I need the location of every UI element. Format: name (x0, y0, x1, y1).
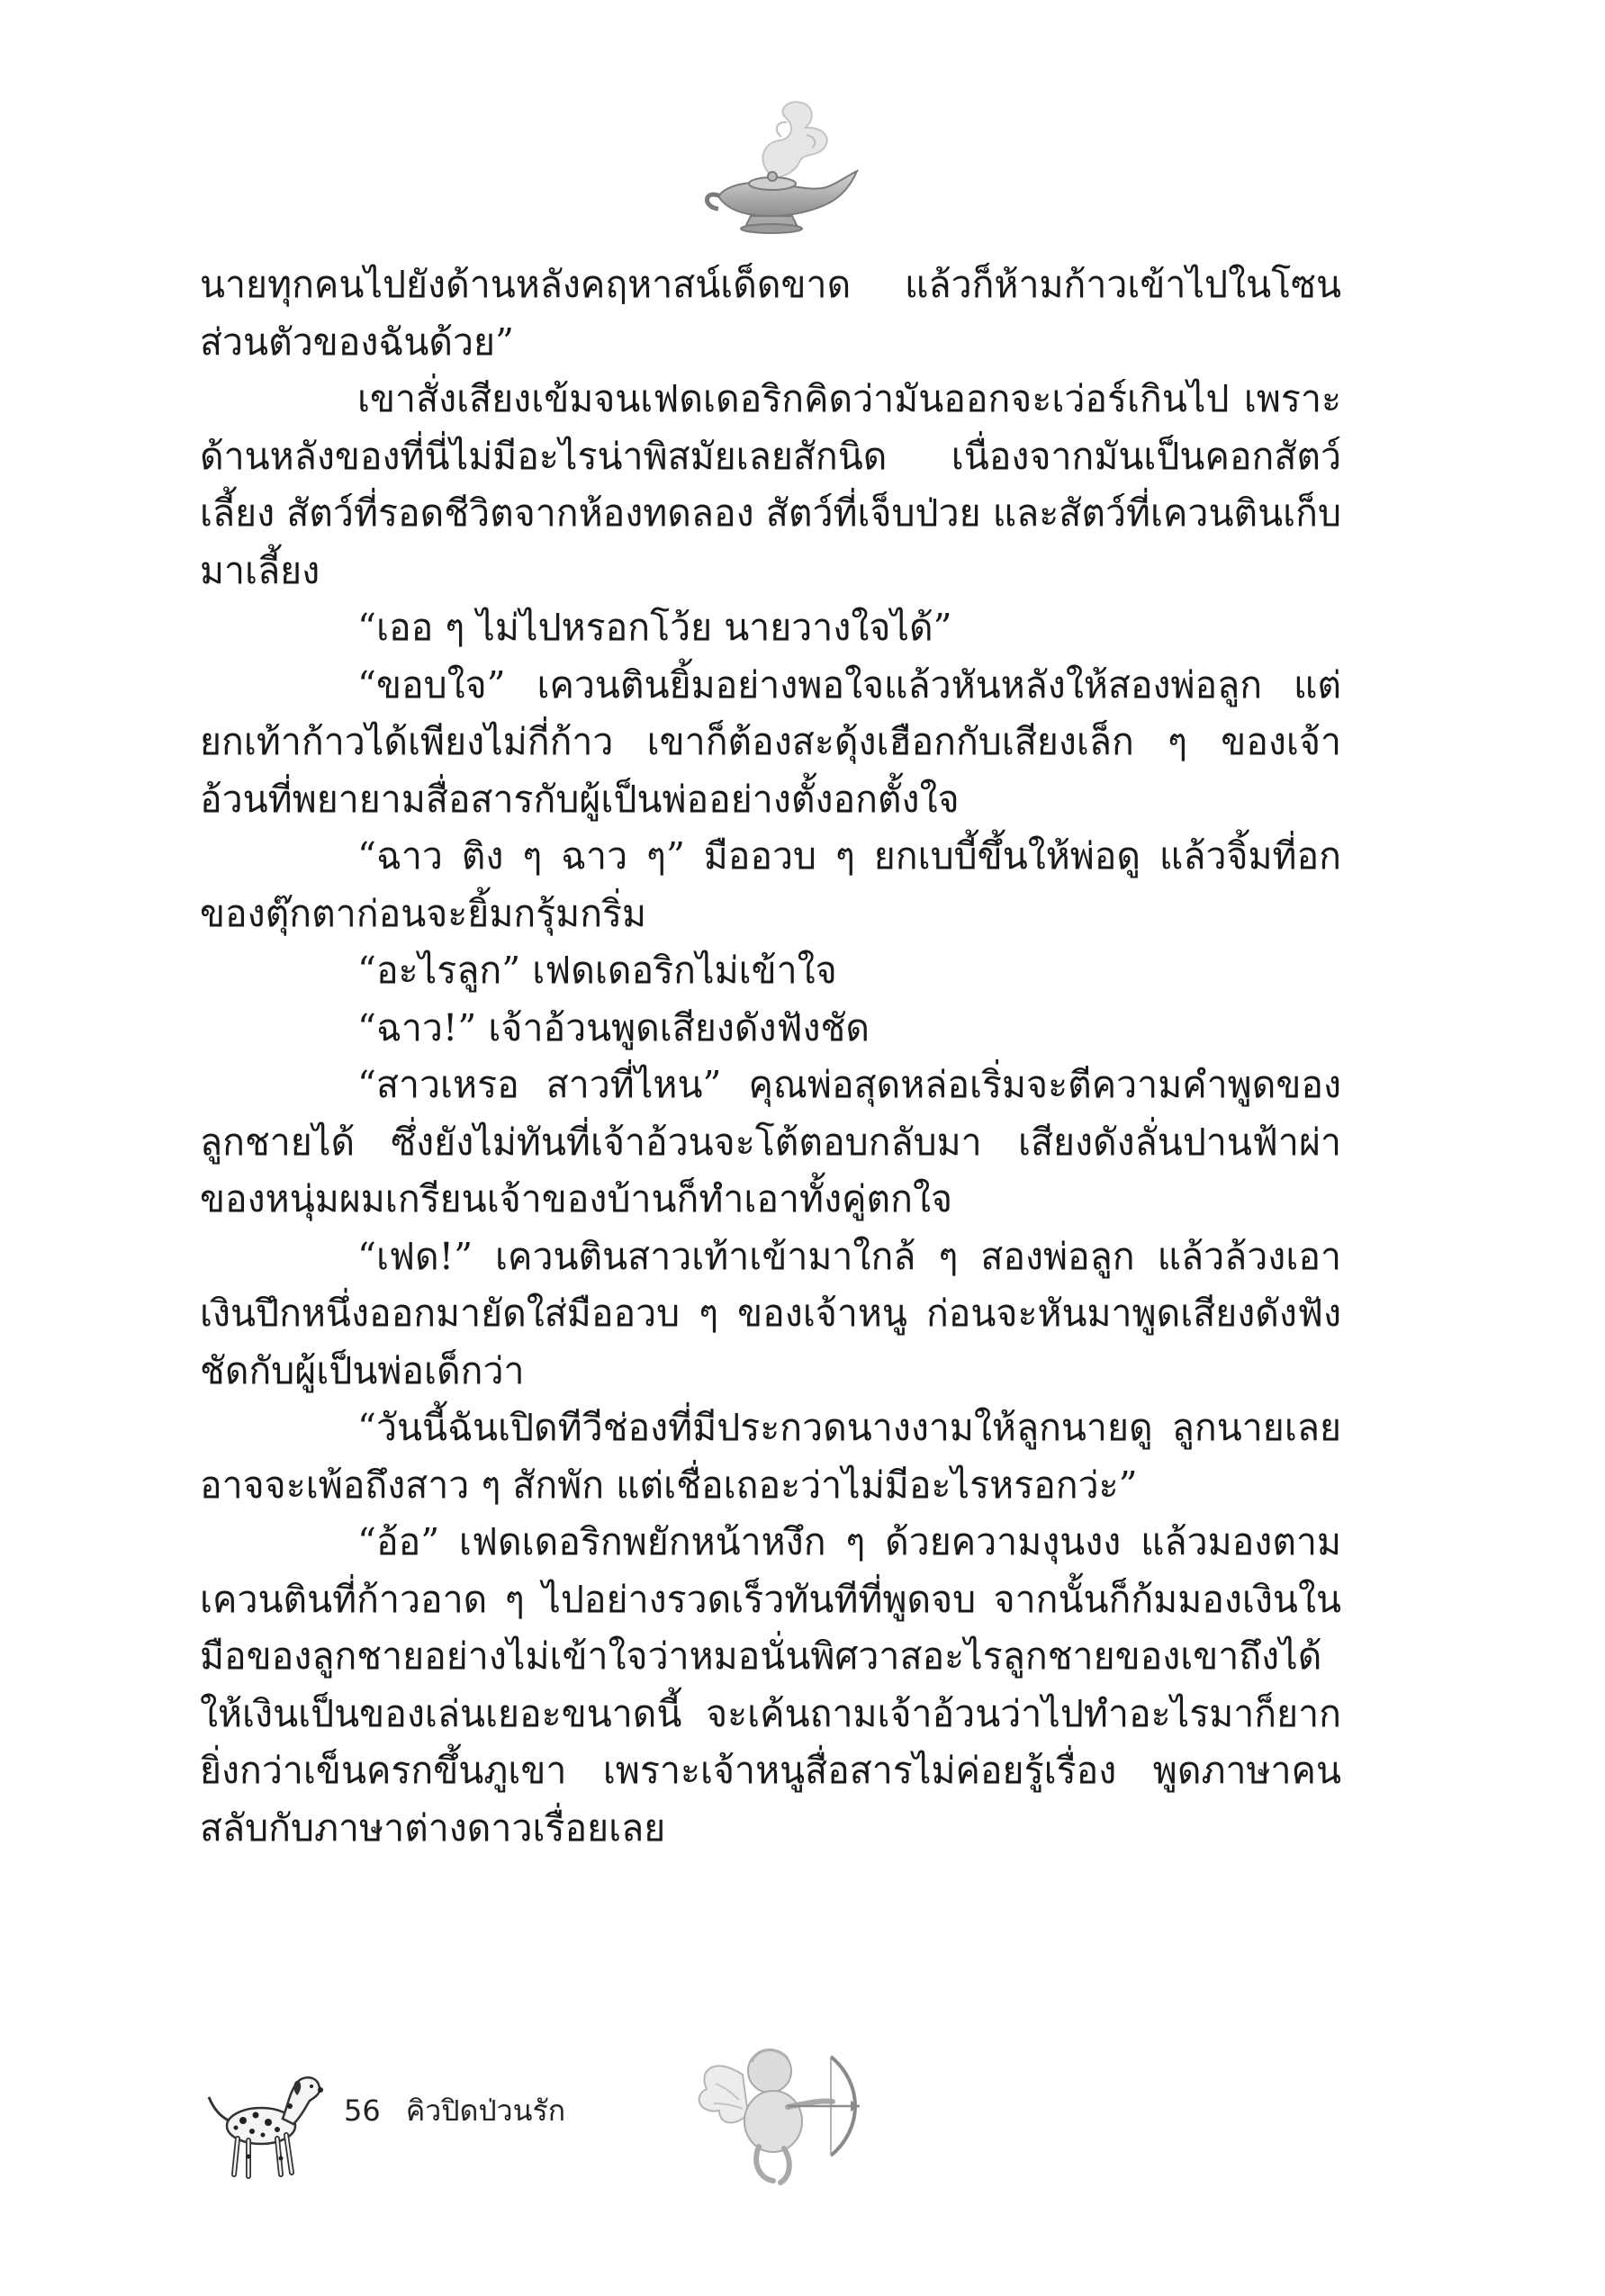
paragraph: นายทุกคนไปยังด้านหลังคฤหาสน์เด็ดขาด แล้วก็ห้ามก้าวเข้าไปในโซนส่วนตัวของฉันด้วย” (200, 263, 1341, 364)
body-text (200, 257, 1341, 1857)
page-number: 56 (344, 2093, 381, 2128)
paragraph: เขาสั่งเสียงเข้มจนเฟดเดอริกคิดว่ามันออกจะเว่อร์เกินไป เพราะด้านหลังของที่นี่ไม่มีอะไรน่าพิสมัยเลยสักนิด เนื่องจากมันเป็นคอกสัตว์เลี้ยง สัตว์ที่รอดชีวิตจากห้องทดลอง สัตว์ที่เจ็บป่วย และสัตว์ที่เควนตินเก็บมาเลี้ยง (200, 377, 1341, 592)
paragraph: “สาวเหรอ สาวที่ไหน” คุณพ่อสุดหล่อเริ่มจะตีความคำพูดของลูกชายได้ ซึ่งยังไม่ทันที่เจ้าอ้วนจะโต้ตอบกลับมา เสียงดังลั่นปานฟ้าผ่าของหนุ่มผมเกรียนเจ้าของบ้านก็ทำเอาทั้งคู่ตกใจ (200, 1063, 1341, 1220)
paragraph: “ฉาว ติง ๆ ฉาว ๆ” มืออวบ ๆ ยกเบบี้ขึ้นให้พ่อดู แล้วจิ้มที่อกของตุ๊กตาก่อนจะยิ้มกรุ้มกริ่ม (200, 834, 1341, 935)
paragraph: “อ้อ” เฟดเดอริกพยักหน้าหงึก ๆ ด้วยความงุนงง แล้วมองตามเควนตินที่ก้าวอาด ๆ ไปอย่างรวดเร็วทันทีที่พูดจบ จากนั้นก็ก้มมองเงินในมือของลูกชายอย่างไม่เข้าใจว่าหมอนั่นพิศวาสอะไรลูกชายของเขาถึงได้ให้เงินเป็นของเล่นเยอะขนาดนี้ จะเค้นถามเจ้าอ้วนว่าไปทำอะไรมาก็ยากยิ่งกว่าเข็นครกขึ้นภูเขา เพราะเจ้าหนูสื่อสารไม่ค่อยรู้เรื่อง พูดภาษาคนสลับกับภาษาต่างดาวเรื่อยเลย (200, 1520, 1341, 1850)
paragraph: “อะไรลูก” เฟดเดอริกไม่เข้าใจ (357, 949, 837, 992)
paragraph: “วันนี้ฉันเปิดทีวีช่องที่มีประกวดนางงามให้ลูกนายดู ลูกนายเลยอาจจะเพ้อถึงสาว ๆ สักพัก แต่เชื่อเถอะว่าไม่มีอะไรหรอกว่ะ” (200, 1406, 1341, 1507)
page-footer (344, 2088, 565, 2134)
dalmatian-dog-icon (196, 2052, 331, 2187)
paragraph: “ฉาว!” เจ้าอ้วนพูดเสียงดังฟังชัด (357, 1005, 870, 1049)
paragraph: “ขอบใจ” เควนตินยิ้มอย่างพอใจแล้วหันหลังให้สองพ่อลูก แต่ยกเท้าก้าวได้เพียงไม่กี่ก้าว เขาก็ต้องสะดุ้งเฮือกกับเสียงเล็ก ๆ ของเจ้าอ้วนที่พยายามสื่อสารกับผู้เป็นพ่ออย่างตั้งอกตั้งใจ (200, 662, 1341, 821)
book-title: คิวปิดป่วนรัก (405, 2093, 566, 2128)
paragraph: “เฟด!” เควนตินสาวเท้าเข้ามาใกล้ ๆ สองพ่อลูก แล้วล้วงเอาเงินปึกหนึ่งออกมายัดใส่มืออวบ ๆ ของเจ้าหนู ก่อนจะหันมาพูดเสียงดังฟังชัดกับผู้เป็นพ่อเด็กว่า (200, 1234, 1341, 1392)
paragraph: “เออ ๆ ไม่ไปหรอกโว้ย นายวางใจได้” (357, 606, 952, 649)
cupid-archer-icon (680, 2021, 869, 2196)
magic-lamp-icon (691, 90, 871, 243)
